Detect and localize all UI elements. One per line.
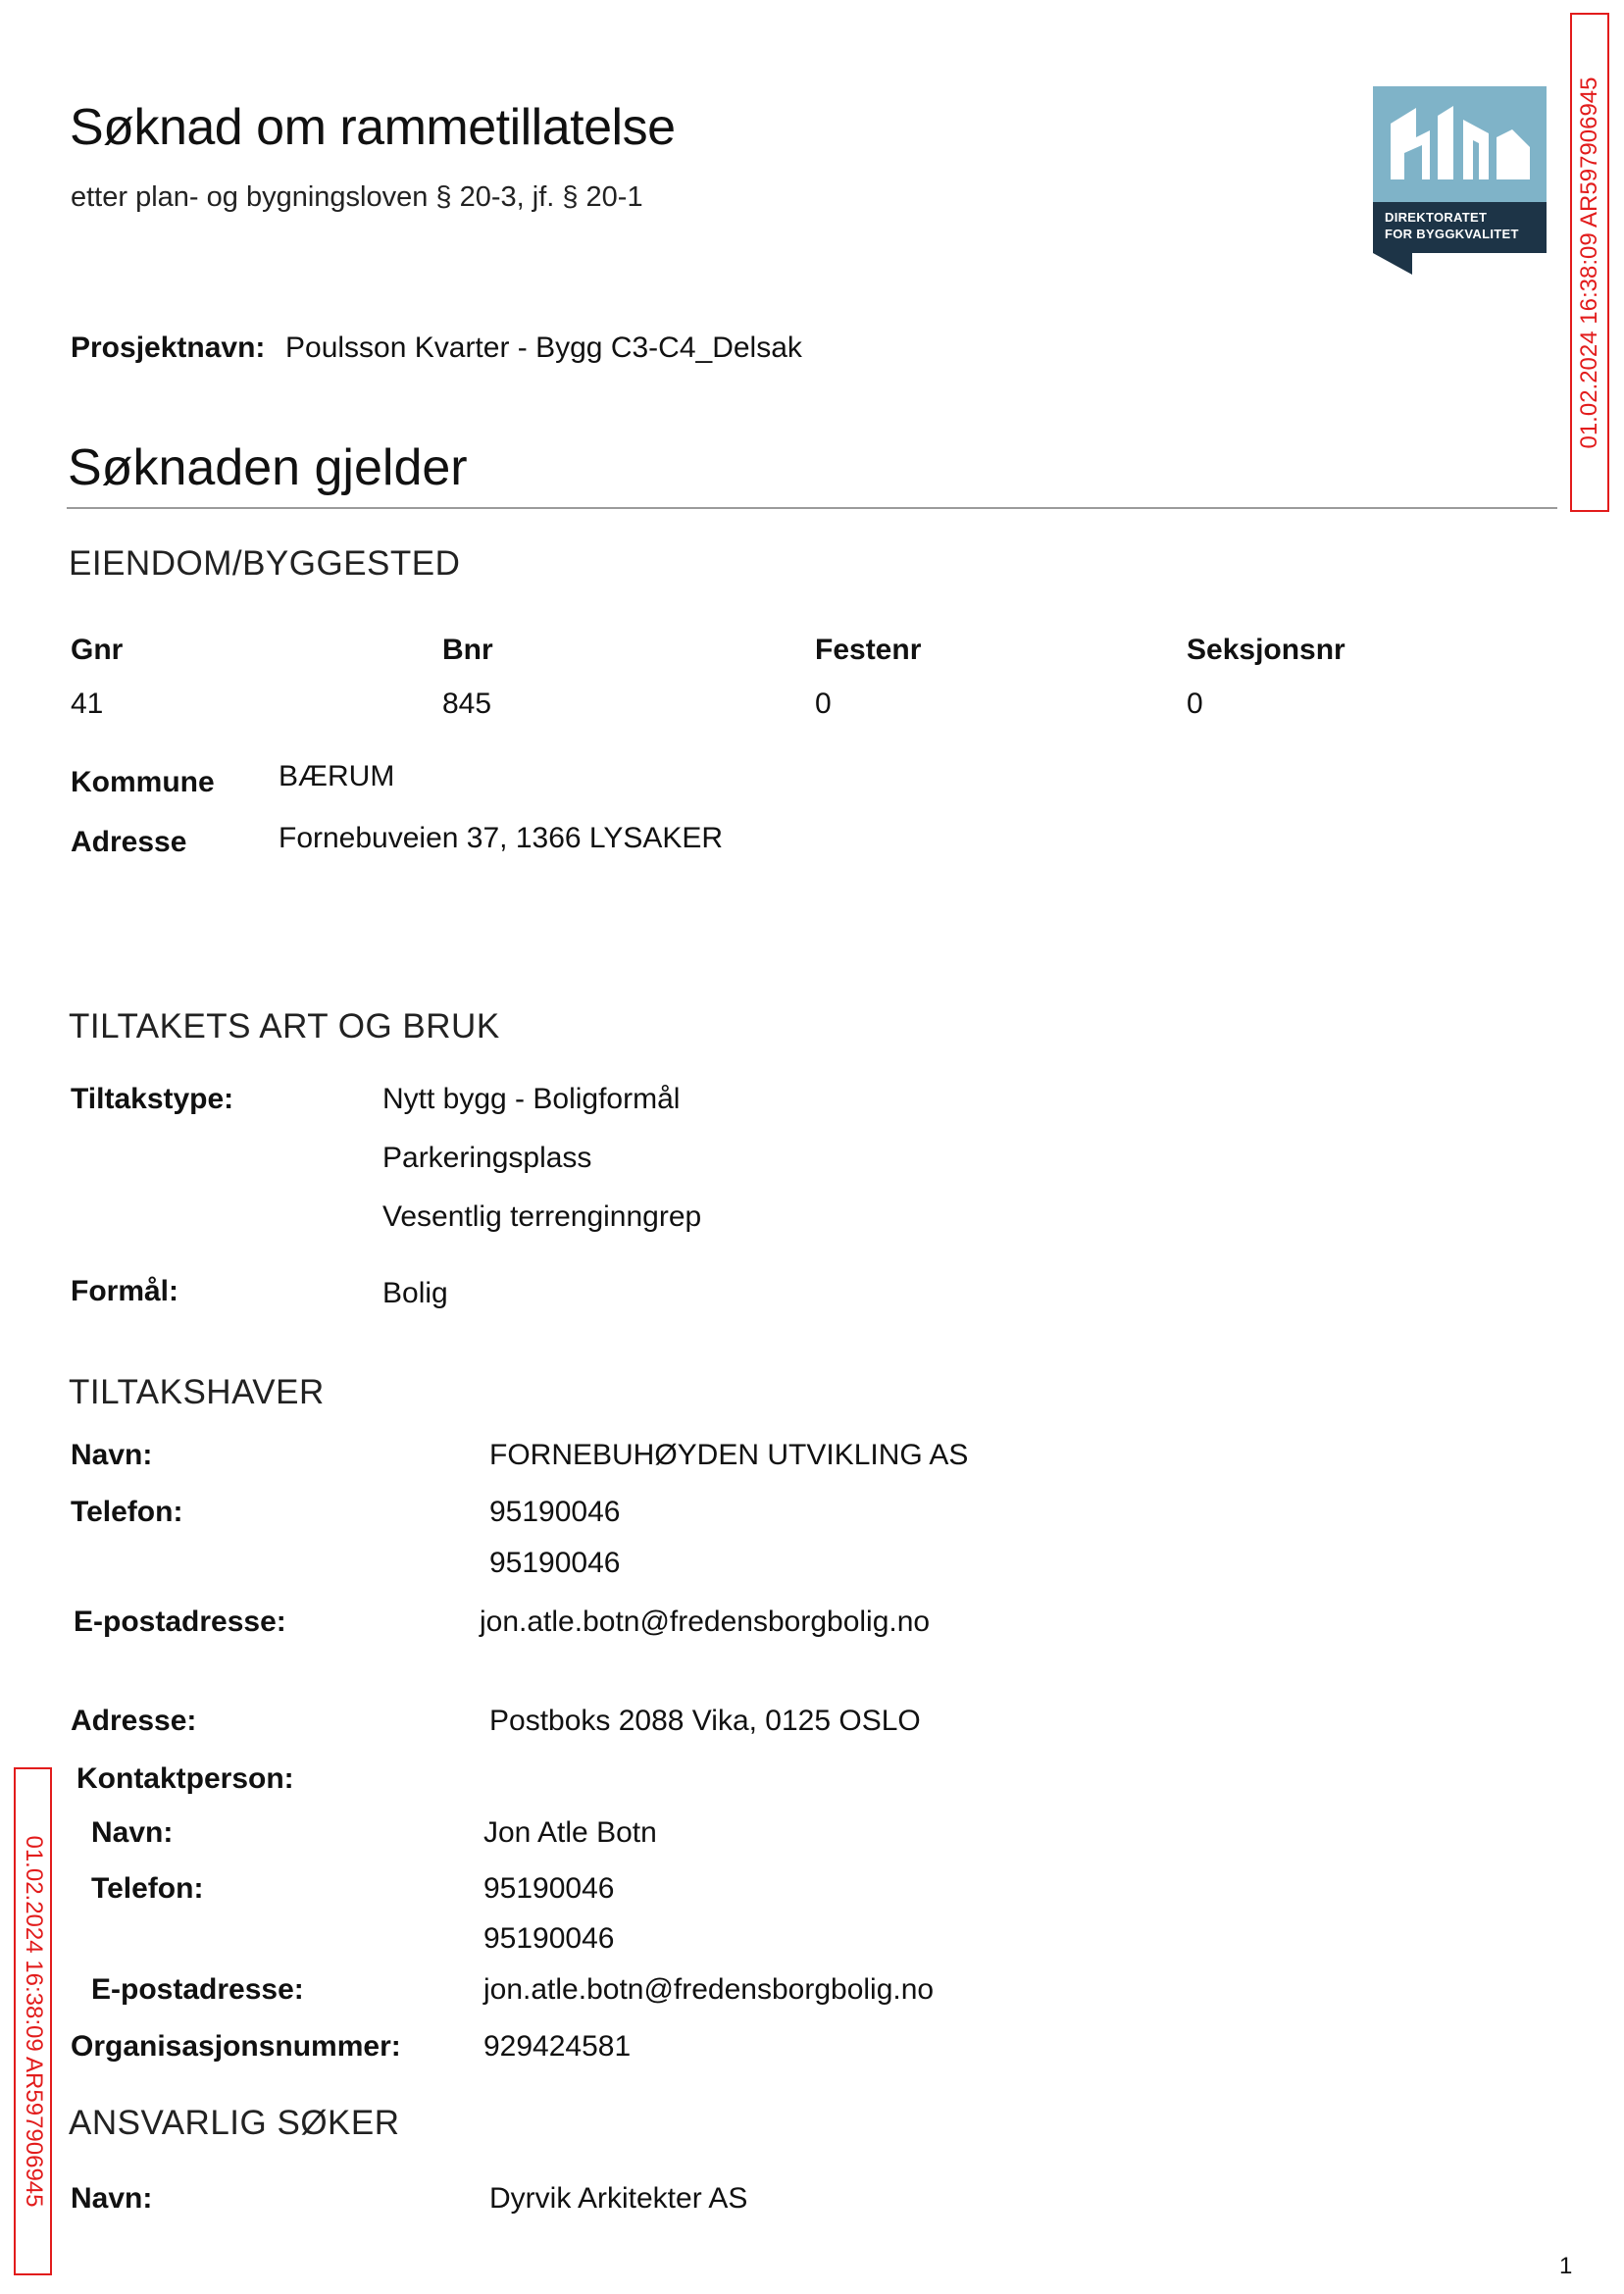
tiltak-heading: TILTAKETS ART OG BRUK — [69, 1007, 500, 1045]
tiltakshaver-heading: TILTAKSHAVER — [69, 1373, 325, 1411]
timestamp-stamp-top — [1570, 13, 1609, 512]
stamp-text: 01.02.2024 16:38:09 AR597906945 — [1576, 76, 1602, 449]
orgnr-label: Organisasjonsnummer: — [71, 2030, 401, 2063]
tiltakstype-item: Parkeringsplass — [382, 1142, 592, 1174]
dibk-logo — [1373, 86, 1547, 275]
tiltakstype-item: Vesentlig terrenginngrep — [382, 1200, 702, 1233]
orgnr-value: 929424581 — [483, 2030, 632, 2063]
kommune-label: Kommune — [71, 766, 215, 798]
document-title: Søknad om rammetillatelse — [70, 99, 676, 156]
tiltakshaver-adresse-label: Adresse: — [71, 1705, 197, 1737]
ansvarlig-navn-label: Navn: — [71, 2182, 153, 2215]
tiltakshaver-epost-label: E-postadresse: — [74, 1606, 286, 1638]
logo-line-2: FOR BYGGKVALITET — [1385, 227, 1519, 241]
project-name: Poulsson Kvarter - Bygg C3-C4_Delsak — [285, 331, 802, 364]
kontakt-navn: Jon Atle Botn — [483, 1816, 657, 1849]
tiltakshaver-telefon-2: 95190046 — [489, 1547, 621, 1579]
document-subtitle: etter plan- og bygningsloven § 20-3, jf. § 20-1 — [71, 181, 643, 213]
kontakt-telefon-1: 95190046 — [483, 1872, 615, 1905]
tiltakshaver-telefon-1: 95190046 — [489, 1496, 621, 1528]
ansvarlig-heading: ANSVARLIG SØKER — [69, 2104, 400, 2142]
gnr-value: 41 — [71, 688, 104, 720]
adresse-value: Fornebuveien 37, 1366 LYSAKER — [279, 822, 724, 854]
seksjonsnr-value: 0 — [1187, 688, 1203, 720]
tiltakshaver-navn: FORNEBUHØYDEN UTVIKLING AS — [489, 1439, 969, 1471]
kontakt-telefon-2: 95190046 — [483, 1922, 615, 1955]
logo-graphic — [1373, 86, 1547, 275]
section-divider — [67, 507, 1557, 509]
bnr-value: 845 — [442, 688, 492, 720]
page-number: 1 — [1559, 2253, 1573, 2279]
kommune-value: BÆRUM — [279, 760, 395, 792]
bnr-label: Bnr — [442, 634, 493, 666]
stamp-text: 01.02.2024 16:38:09 AR597906945 — [20, 1835, 47, 2208]
kontakt-navn-label: Navn: — [91, 1816, 174, 1849]
adresse-label: Adresse — [71, 826, 187, 858]
formal-value: Bolig — [382, 1277, 448, 1309]
tiltakshaver-telefon-label: Telefon: — [71, 1496, 183, 1528]
kontakt-epost-label: E-postadresse: — [91, 1973, 304, 2006]
festenr-label: Festenr — [815, 634, 922, 666]
project-label: Prosjektnavn: — [71, 331, 266, 364]
kontaktperson-label: Kontaktperson: — [76, 1762, 294, 1795]
kontakt-telefon-label: Telefon: — [91, 1872, 204, 1905]
kontakt-epost: jon.atle.botn@fredensborgbolig.no — [483, 1973, 935, 2006]
eiendom-heading: EIENDOM/BYGGESTED — [69, 544, 461, 583]
tiltakstype-label: Tiltakstype: — [71, 1083, 234, 1115]
gnr-label: Gnr — [71, 634, 124, 666]
ansvarlig-navn: Dyrvik Arkitekter AS — [489, 2182, 748, 2215]
tiltakshaver-navn-label: Navn: — [71, 1439, 153, 1471]
festenr-value: 0 — [815, 688, 832, 720]
formal-label: Formål: — [71, 1275, 179, 1307]
logo-line-1: DIREKTORATET — [1385, 210, 1488, 225]
seksjonsnr-label: Seksjonsnr — [1187, 634, 1345, 666]
timestamp-stamp-left — [14, 1767, 52, 2275]
tiltakshaver-adresse: Postboks 2088 Vika, 0125 OSLO — [489, 1705, 921, 1737]
tiltakshaver-epost: jon.atle.botn@fredensborgbolig.no — [480, 1606, 931, 1638]
section-title: Søknaden gjelder — [68, 439, 468, 496]
tiltakstype-item: Nytt bygg - Boligformål — [382, 1083, 681, 1115]
